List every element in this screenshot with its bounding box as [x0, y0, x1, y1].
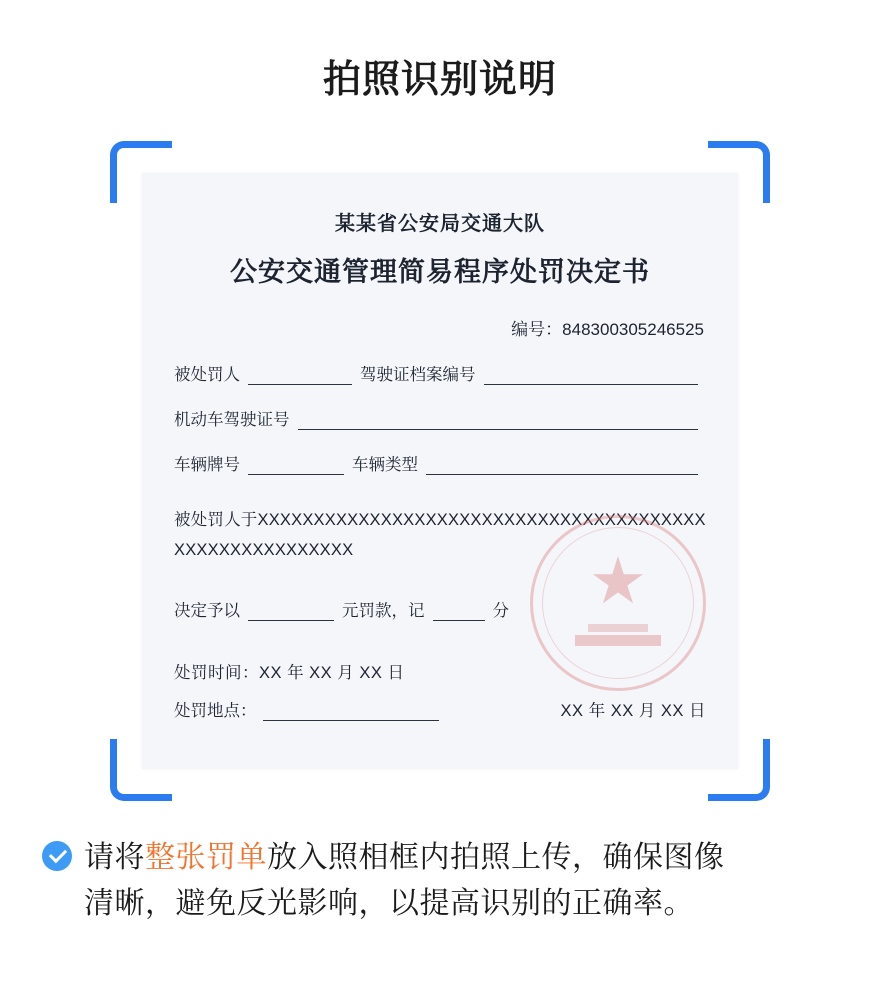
field-row-punished-person [174, 361, 706, 385]
ticket-number [174, 315, 706, 340]
seal-base-bar-icon [575, 635, 661, 646]
ticket-punish-time [174, 659, 706, 683]
fine-ticket-preview [142, 173, 738, 769]
instruction-tip-text [84, 835, 725, 927]
instruction-tip [42, 835, 838, 927]
tip-highlight: 整张罚单 [145, 841, 267, 874]
check-circle-icon [42, 841, 72, 871]
field-blank-license-file-no [484, 369, 699, 385]
field-row-driver-license-no [174, 406, 706, 430]
punish-time-label: 处罚时间： [174, 664, 259, 682]
ticket-issuing-org: 某某省公安局交通大队 [335, 213, 545, 235]
tip-line2: 清晰，避免反光影响，以提高识别的正确率。 [84, 887, 694, 920]
ticket-footer [174, 659, 706, 721]
decision-points-blank [433, 605, 485, 621]
punish-place-blank [263, 705, 439, 721]
field-blank-driver-license-no [298, 414, 699, 430]
field-label-plate-number: 车辆牌号 [174, 456, 240, 474]
ticket-violation-paragraph: 被处罚人于XXXXXXXXXXXXXXXXXXXXXXXXXXXXXXXXXXXXXXXXXXXXXXXXXXXXXXXX [174, 511, 706, 559]
field-label-driver-license-no: 机动车驾驶证号 [174, 411, 290, 429]
field-blank-plate-number [248, 459, 344, 475]
scan-frame [110, 141, 770, 801]
seal-inner-bar-icon [588, 624, 648, 632]
page-title: 拍照识别说明 [322, 59, 557, 101]
field-label-vehicle-type: 车辆类型 [352, 456, 418, 474]
field-row-plate-number [174, 451, 706, 475]
field-label-license-file-no: 驾驶证档案编号 [360, 366, 476, 384]
field-blank-vehicle-type [426, 459, 698, 475]
ticket-signature-date: XX 年 XX 月 XX 日 [560, 702, 706, 720]
ticket-punish-place-row [174, 697, 706, 721]
seal-star-icon [592, 556, 644, 608]
ticket-number-value: 848300305246525 [562, 320, 704, 339]
decision-amount-blank [248, 605, 334, 621]
decision-middle-label: 元罚款，记 [342, 602, 425, 620]
tip-part1: 请将 [84, 841, 145, 874]
decision-suffix-label: 分 [492, 602, 509, 620]
field-blank-punished-person [248, 369, 352, 385]
punish-place-label: 处罚地点： [174, 702, 257, 720]
field-label-punished-person: 被处罚人 [174, 366, 240, 384]
ticket-title: 公安交通管理简易程序处罚决定书 [230, 257, 650, 287]
ticket-number-label: 编号： [511, 320, 563, 339]
decision-prefix-label: 决定予以 [174, 602, 240, 620]
tip-part2: 放入照相框内拍照上传，确保图像 [267, 841, 725, 874]
punish-time-value: XX 年 XX 月 XX 日 [259, 664, 405, 682]
